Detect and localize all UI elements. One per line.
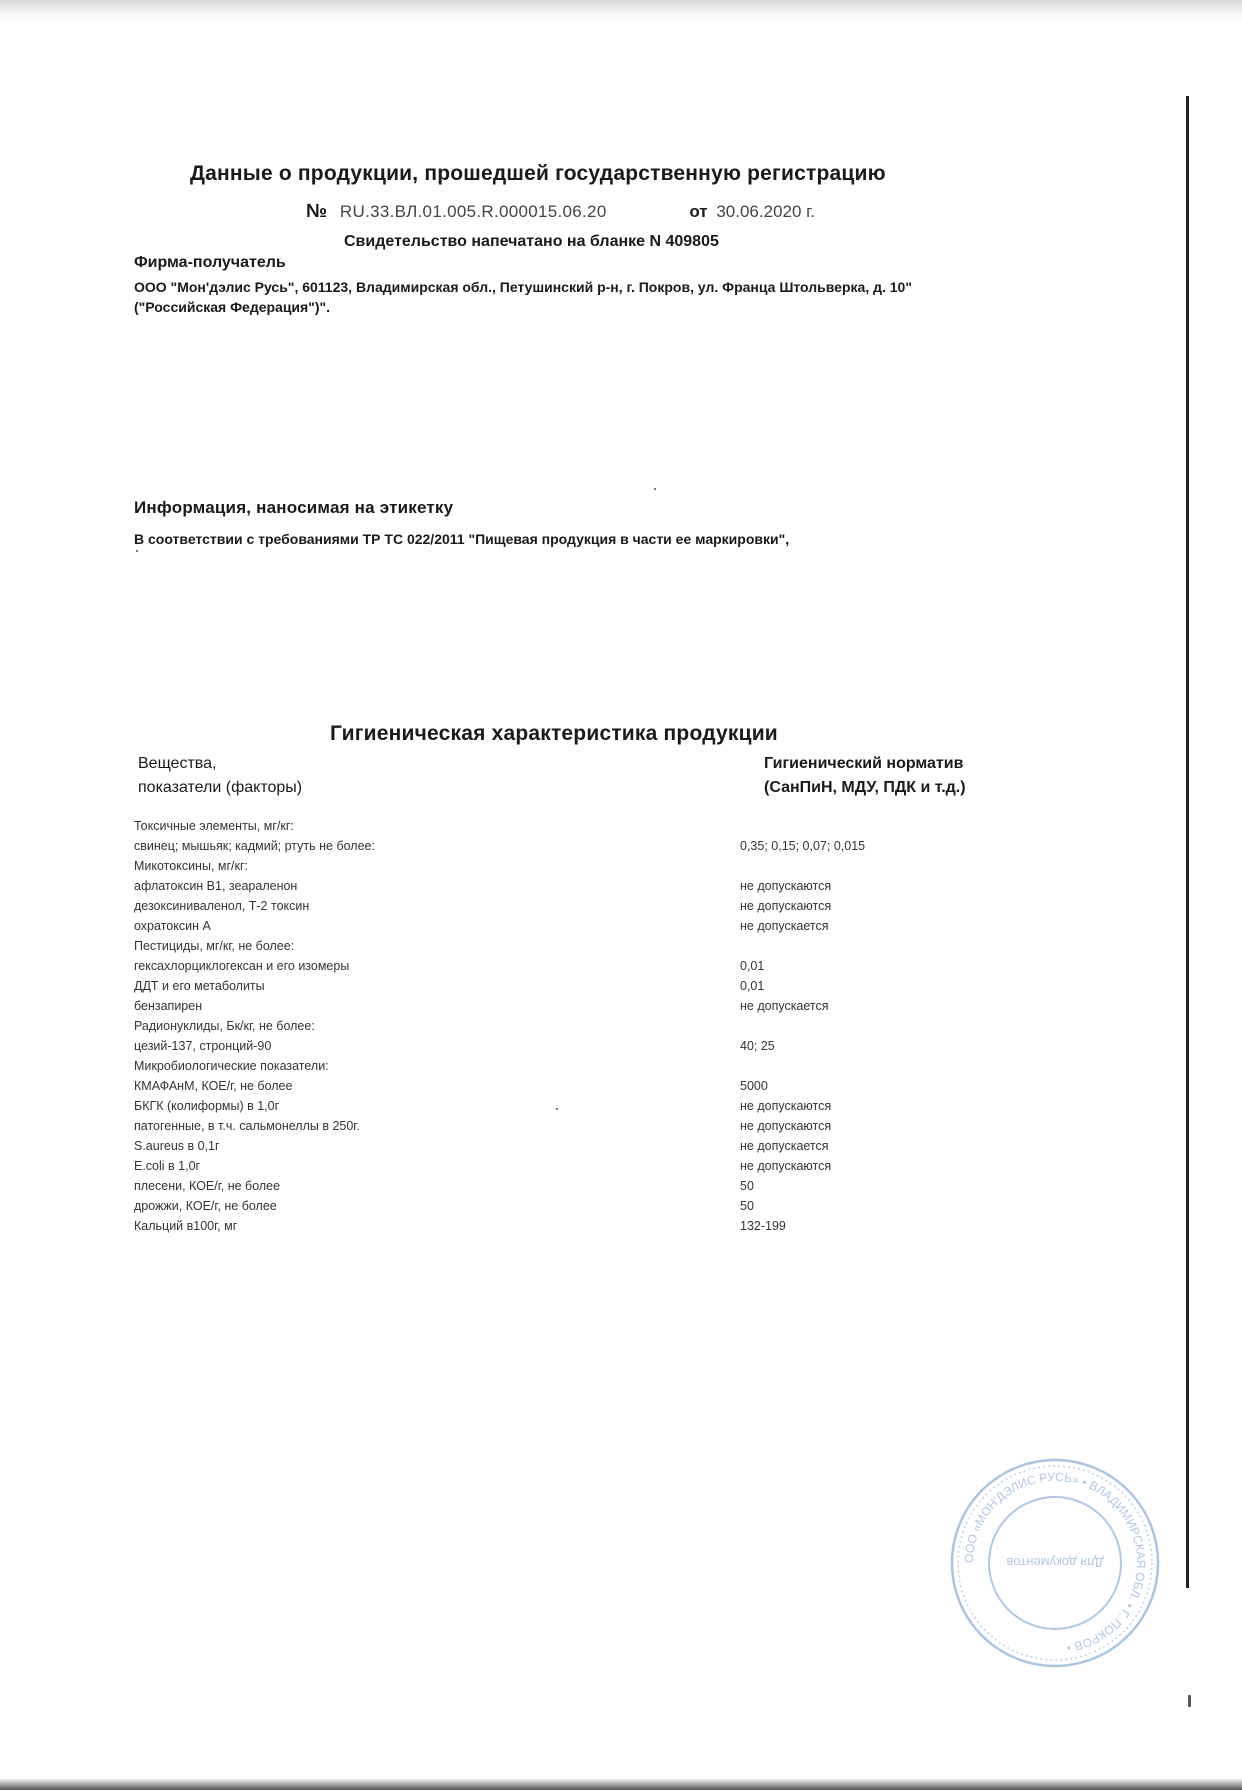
substance-cell: цезий-137, стронций-90 (134, 1039, 272, 1053)
table-row (134, 1136, 934, 1156)
recipient-label: Фирма-получатель (134, 254, 286, 271)
table-row (134, 1176, 934, 1196)
table-row (134, 856, 934, 876)
norm-cell: 40; 25 (740, 1039, 775, 1053)
norm-cell: 5000 (740, 1079, 768, 1093)
page-edge-line (1186, 96, 1189, 1588)
norm-cell: не допускается (740, 999, 829, 1013)
substance-cell: патогенные, в т.ч. сальмонеллы в 250г. (134, 1119, 360, 1133)
scan-top-edge (0, 0, 1242, 22)
norm-cell: не допускаются (740, 899, 832, 913)
substance-cell: КМАФАнМ, КОЕ/г, не более (134, 1079, 293, 1093)
scan-speck (654, 488, 656, 490)
substance-cell: гексахлорциклогексан и его изомеры (134, 959, 350, 973)
substance-cell: свинец; мышьяк; кадмий; ртуть не более: (134, 839, 375, 853)
norm-column-header: Гигиенический норматив (СанПиН, МДУ, ПДК и т.д.) (764, 755, 966, 796)
table-row (134, 956, 934, 976)
table-row (134, 1156, 934, 1176)
substance-cell: Радионуклиды, Бк/кг, не более: (134, 1019, 315, 1033)
table-row (134, 976, 934, 996)
table-row (134, 1196, 934, 1216)
norm-cell: не допускаются (740, 879, 832, 893)
number-label: № (306, 201, 328, 222)
registration-date: 30.06.2020 г. (716, 202, 815, 221)
substance-cell: плесени, КОЕ/г, не более (134, 1179, 281, 1193)
norm-cell: 50 (740, 1179, 754, 1193)
substance-cell: бензапирен (134, 999, 203, 1013)
norm-cell: не допускаются (740, 1099, 832, 1113)
table-row (134, 1036, 934, 1056)
substance-cell: Микотоксины, мг/кг: (134, 859, 249, 873)
norm-cell: 50 (740, 1199, 754, 1213)
table-row (134, 996, 934, 1016)
scan-speck (556, 1108, 558, 1110)
norm-cell: не допускаются (740, 1159, 832, 1173)
table-row (134, 896, 934, 916)
table-row (134, 1076, 934, 1096)
scan-speck (1188, 1695, 1191, 1707)
company-stamp (948, 1456, 1162, 1670)
date-label: от (689, 202, 708, 221)
substance-cell: афлатоксин В1, зеараленон (134, 879, 298, 893)
table-row (134, 1096, 934, 1116)
hygiene-table (134, 816, 934, 1236)
scan-bottom-edge (0, 1778, 1242, 1790)
norm-cell: 0,35; 0,15; 0,07; 0,015 (740, 839, 866, 853)
registration-line (306, 201, 815, 223)
label-info-heading: Информация, наносимая на этикетку (134, 498, 454, 517)
substance-cell: Микробиологические показатели: (134, 1059, 329, 1073)
hygiene-title: Гигиеническая характеристика продукции (330, 722, 778, 745)
substance-cell: Пестициды, мг/кг, не более: (134, 939, 295, 953)
registration-number: RU.33.ВЛ.01.005.R.000015.06.20 (339, 202, 607, 221)
table-row (134, 1056, 934, 1076)
table-row (134, 1016, 934, 1036)
scan-speck (136, 550, 138, 552)
substance-cell: ДДТ и его метаболиты (134, 979, 265, 993)
norm-cell: не допускается (740, 1139, 829, 1153)
norm-cell: 0,01 (740, 959, 765, 973)
substance-cell: S.aureus в 0,1г (134, 1139, 220, 1153)
substance-cell: БКГК (колиформы) в 1,0г (134, 1099, 280, 1113)
table-row (134, 936, 934, 956)
table-row (134, 876, 934, 896)
norm-cell: 132-199 (740, 1219, 786, 1233)
table-row (134, 836, 934, 856)
norm-cell: не допускается (740, 919, 829, 933)
table-row (134, 916, 934, 936)
label-info-text: В соответствии с требованиями ТР ТС 022/2011 "Пищевая продукция в части ее маркировки", (134, 531, 790, 547)
stamp-center-text: Для документов (1006, 1555, 1104, 1570)
table-row (134, 1116, 934, 1136)
norm-cell: не допускаются (740, 1119, 832, 1133)
substance-cell: Кальций в100г, мг (134, 1219, 238, 1233)
document-title: Данные о продукции, прошедшей государственную регистрацию (190, 162, 886, 185)
stamp-ring-textpath: ООО «МОН'ДЭЛИС РУСЬ» • ВЛАДИМИРСКАЯ ОБЛ. • Г. ПОКРОВ • (961, 1469, 1149, 1656)
table-row (134, 1216, 934, 1236)
substance-cell: охратоксин А (134, 919, 211, 933)
substance-cell: E.coli в 1,0г (134, 1159, 201, 1173)
recipient-text: ООО "Мон'дэлис Русь", 601123, Владимирская обл., Петушинский р-н, г. Покров, ул. Франца Штольверка, д. 10" ("Российская Федерация")". (134, 279, 912, 315)
substances-column-header: Вещества, показатели (факторы) (138, 755, 303, 796)
certificate-blank-note: Свидетельство напечатано на бланке N 409805 (344, 233, 719, 250)
table-row (134, 816, 934, 836)
norm-cell: 0,01 (740, 979, 765, 993)
substance-cell: дезоксиниваленол, Т-2 токсин (134, 899, 310, 913)
substance-cell: Токсичные элементы, мг/кг: (134, 819, 294, 833)
substance-cell: дрожжи, КОЕ/г, не более (134, 1199, 277, 1213)
